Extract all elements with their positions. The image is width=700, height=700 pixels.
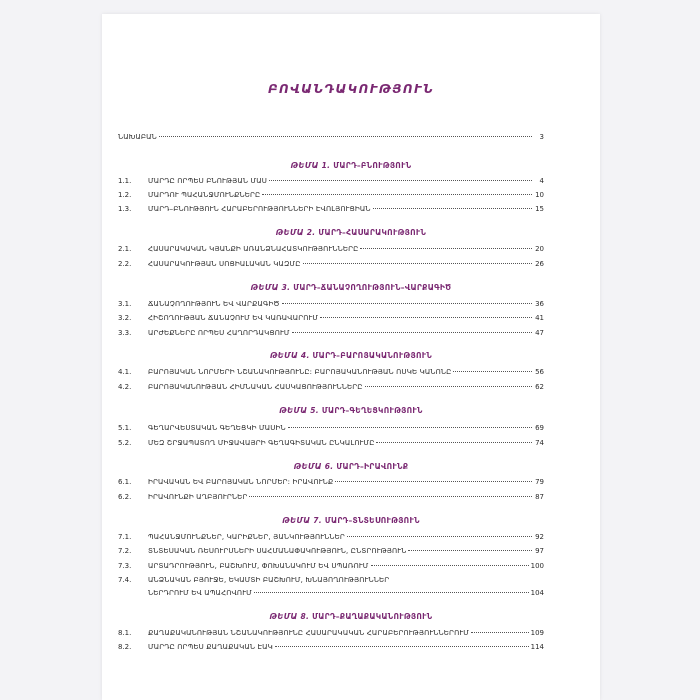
toc-item-number: 5.1. [118,424,132,432]
toc-item-page: 97 [535,547,544,555]
dot-leader [335,481,532,482]
toc-item-text: ՀԱՍԱՐԱԿՈՒԹՅԱՆ ՍՈՑԻԱԼԱԿԱՆ ԿԱԶՄԸ [148,260,301,268]
dot-leader [373,208,532,209]
toc-item-number: 3.3. [118,329,132,337]
toc-item-page: 109 [530,629,544,637]
toc-item-number: 7.1. [118,533,132,541]
dot-leader [269,180,532,181]
toc-item-number: 1.1. [118,177,132,185]
section-theme: ԹԵՄԱ 6. [293,462,334,471]
toc-title: ԲՈՎԱՆԴԱԿՈՒԹՅՈՒՆ [267,82,435,96]
toc-item-page: 26 [535,260,544,268]
dot-leader [249,496,532,497]
dot-leader [408,550,532,551]
section-theme: ԹԵՄԱ 4. [269,351,310,360]
book-page [102,14,600,700]
dot-leader [360,248,532,249]
toc-row[interactable] [118,546,544,557]
toc-row[interactable] [118,259,544,270]
toc-item-text: ԳԵՂԱՐՎԵՍՏԱԿԱՆ ԳԵՂԵՑԿԻ ՄԱՍԻՆ [148,424,286,432]
toc-item-text: ԻՐԱՎՈՒՆՔԻ ԱՂԲՅՈՒՐՆԵՐ [148,493,248,501]
toc-item-page: 104 [530,589,544,597]
toc-row-intro[interactable] [118,132,544,143]
section-theme: ԹԵՄԱ 1. [290,161,331,170]
toc-item-text: ՄԱՐԴ–ԲՆՈՒԹՅՈՒՆ ՀԱՐԱԲԵՐՈՒԹՅՈՒՆՆԵՐԻ ԷՎՈԼՅՈՒՑԻԱՆ [148,205,371,213]
toc-item-text: ՆԱԽԱԲԱՆ [118,133,157,141]
toc-row[interactable] [118,423,544,434]
toc-item-number: 3.2. [118,314,132,322]
dot-leader [288,427,532,428]
toc-item-page: 20 [535,245,544,253]
toc-item-page: 41 [535,314,544,322]
toc-row[interactable] [118,190,544,201]
toc-item-number: 7.3. [118,562,132,570]
section-name: ՄԱՐԴ–ԳԵՂԵՑԿՈՒԹՅՈՒՆ [321,406,423,415]
toc-item-number: 1.3. [118,205,132,213]
toc-item-number: 4.1. [118,368,132,376]
toc-item-text: ԱՆՁՆԱԿԱՆ ԲՅՈՒՋԵ, ԵԿԱՄՏԻ ԲԱՇԽՈՒՄ, ԽՆԱՅՈՂՈՒԹՅՈՒՆՆԵՐ [148,576,390,584]
section-theme: ԹԵՄԱ 7. [282,516,322,525]
toc-item-number: 7.2. [118,547,132,555]
toc-row[interactable] [118,532,544,543]
toc-item-page: 62 [535,383,544,391]
toc-item-number: 2.1. [118,245,132,253]
toc-item-page: 87 [535,493,544,501]
toc-item-text: ՄԵԶ ՇՐՋԱՊԱՏՈՂ ՄԻՋԱՎԱՅՐԻ ԳԵՂԱԳԻՏԱԿԱՆ ԸՆԿԱԼՈՒՄԸ [148,439,375,447]
toc-row[interactable] [118,204,544,215]
toc-item-page: 69 [535,424,544,432]
toc-item-text: ՏՆՏԵՍԱԿԱՆ ՌԵՍՈՒՐՍՆԵՐԻ ՍԱՀՄԱՆԱՓԱԿՈՒԹՅՈՒՆ, ԸՆՏՐՈՒԹՅՈՒՆ [148,547,407,555]
toc-item-text: ԲԱՐՈՅԱԿԱՆ ՆՈՐՄԵՐԻ ՆՇԱՆԱԿՈՒԹՅՈՒՆԸ: ԲԱՐՈՅԱԿԱՆՈՒԹՅԱՆ ՈՍԿԵ ԿԱՆՈՆԸ [148,368,452,376]
toc-item-text: ԲԱՐՈՅԱԿԱՆՈՒԹՅԱՆ ՀԻՄՆԱԿԱՆ ՀԱՍԿԱՑՈՒԹՅՈՒՆՆԵՐԸ [148,383,363,391]
dot-leader [371,565,529,566]
dot-leader [275,646,529,647]
dot-leader [254,592,529,593]
toc-row[interactable] [118,244,544,255]
toc-item-page: 4 [539,177,544,185]
toc-row[interactable] [118,561,544,572]
toc-item-number: 7.4. [118,576,132,584]
toc-item-page: 56 [535,368,544,376]
section-heading [102,406,600,415]
dot-leader [365,386,532,387]
toc-item-text: ԱՐԺԵՔՆԵՐԸ ՈՐՊԵՍ ՀԱՂՈՐԴԱԿՑՈՒՄ [148,329,290,337]
toc-item-page: 36 [535,300,544,308]
toc-row[interactable] [118,575,544,586]
section-name: ՄԱՐԴ–ԲՆՈՒԹՅՈՒՆ [333,161,412,170]
toc-item-page: 74 [535,439,544,447]
toc-row[interactable] [118,628,544,639]
toc-row[interactable] [118,382,544,393]
dot-leader [347,536,532,537]
toc-item-text: ՀԱՍԱՐԱԿԱԿԱՆ ԿՅԱՆՔԻ ԱՌԱՆՁՆԱՀԱՏԿՈՒԹՅՈՒՆՆԵՐԸ [148,245,359,253]
toc-row[interactable] [118,642,544,653]
toc-item-text: ՃԱՆԱՉՈՂՈՒԹՅՈՒՆ ԵՎ ՎԱՐՔԱԳԻԾ [148,300,280,308]
section-heading [102,612,600,621]
toc-item-number: 8.2. [118,643,132,651]
dot-leader [320,317,532,318]
section-name: ՄԱՐԴ–ԲԱՐՈՅԱԿԱՆՈՒԹՅՈՒՆ [312,351,433,360]
toc-row[interactable] [118,328,544,339]
section-theme: ԹԵՄԱ 2. [275,228,316,237]
toc-row-continuation[interactable] [118,588,544,599]
section-heading [102,228,600,237]
toc-item-text: ՀԻՇՈՂՈՒԹՅԱՆ ՃԱՆԱՉՈՒՄ ԵՎ ԿԱՌԱՎԱՐՈՒՄ [148,314,319,322]
section-heading [102,462,600,471]
toc-item-page: 47 [535,329,544,337]
dot-leader [453,371,532,372]
toc-item-page: 79 [535,478,544,486]
toc-row[interactable] [118,477,544,488]
toc-item-number: 8.1. [118,629,132,637]
section-name: ՄԱՐԴ–ԻՐԱՎՈՒՆՔ [336,462,409,471]
toc-item-page: 3 [539,133,544,141]
toc-row[interactable] [118,176,544,187]
section-theme: ԹԵՄԱ 5. [279,406,319,415]
toc-item-text: ՄԱՐԴԸ ՈՐՊԵՍ ՔԱՂԱՔԱԿԱՆ ԷԱԿ [148,643,273,651]
toc-row[interactable] [118,492,544,503]
toc-item-text: ՆԵՐԴՐՈՒՄ ԵՎ ԱՊԱՀՈՎՈՒՄ [148,589,252,597]
toc-item-text: ԻՐԱՎԱԿԱՆ ԵՎ ԲԱՐՈՅԱԿԱՆ ՆՈՐՄԵՐ: ԻՐԱՎՈՒՆՔ [148,478,334,486]
dot-leader [282,303,532,304]
section-theme: ԹԵՄԱ 3. [250,283,291,292]
toc-item-number: 2.2. [118,260,132,268]
toc-item-text: ՄԱՐԴԸ ՈՐՊԵՍ ԲՆՈՒԹՅԱՆ ՄԱՍ [148,177,267,185]
toc-row[interactable] [118,438,544,449]
toc-item-page: 100 [530,562,544,570]
toc-item-page: 92 [535,533,544,541]
section-heading [102,161,600,170]
toc-item-number: 6.1. [118,478,132,486]
toc-item-text: ՄԱՐԴՈՒ ՊԱՀԱՆՋՄՈՒՆՔՆԵՐԸ [148,191,261,199]
section-name: ՄԱՐԴ–ՔԱՂԱՔԱԿԱՆՈՒԹՅՈՒՆ [312,612,433,621]
toc-item-text: ՊԱՀԱՆՋՄՈՒՆՔՆԵՐ, ԿԱՐԻՔՆԵՐ, ՅԱՆԿՈՒԹՅՈՒՆՆԵՐ [148,533,345,541]
section-name: ՄԱՐԴ–ՏՆՏԵՍՈՒԹՅՈՒՆ [324,516,420,525]
dot-leader [292,332,532,333]
section-heading [102,351,600,360]
section-heading [102,283,600,292]
toc-row[interactable] [118,313,544,324]
toc-row[interactable] [118,299,544,310]
toc-item-page: 15 [535,205,544,213]
toc-item-number: 1.2. [118,191,132,199]
section-theme: ԹԵՄԱ 8. [269,612,310,621]
dot-leader [471,632,529,633]
dot-leader [376,442,532,443]
dot-leader [159,136,532,137]
toc-item-text: ՔԱՂԱՔԱԿԱՆՈՒԹՅԱՆ ՆՇԱՆԱԿՈՒԹՅՈՒՆԸ ՀԱՍԱՐԱԿԱԿԱՆ ՀԱՐԱԲԵՐՈՒԹՅՈՒՆՆԵՐՈՒՄ [148,629,469,637]
toc-item-number: 6.2. [118,493,132,501]
toc-item-page: 10 [535,191,544,199]
toc-item-number: 5.2. [118,439,132,447]
toc-item-page: 114 [530,643,544,651]
dot-leader [303,263,532,264]
toc-item-number: 3.1. [118,300,132,308]
section-name: ՄԱՐԴ–ՀԱՍԱՐԱԿՈՒԹՅՈՒՆ [318,228,427,237]
toc-row[interactable] [118,367,544,378]
toc-item-text: ԱՐՏԱԴՐՈՒԹՅՈՒՆ, ԲԱՇԽՈՒՄ, ՓՈԽԱՆԱԿՈՒՄ ԵՎ ՍՊԱՌՈՒՄ [148,562,369,570]
toc-item-number: 4.2. [118,383,132,391]
dot-leader [262,194,532,195]
section-name: ՄԱՐԴ–ՃԱՆԱՉՈՂՈՒԹՅՈՒՆ–ՎԱՐՔԱԳԻԾ [293,283,452,292]
section-heading [102,516,600,525]
